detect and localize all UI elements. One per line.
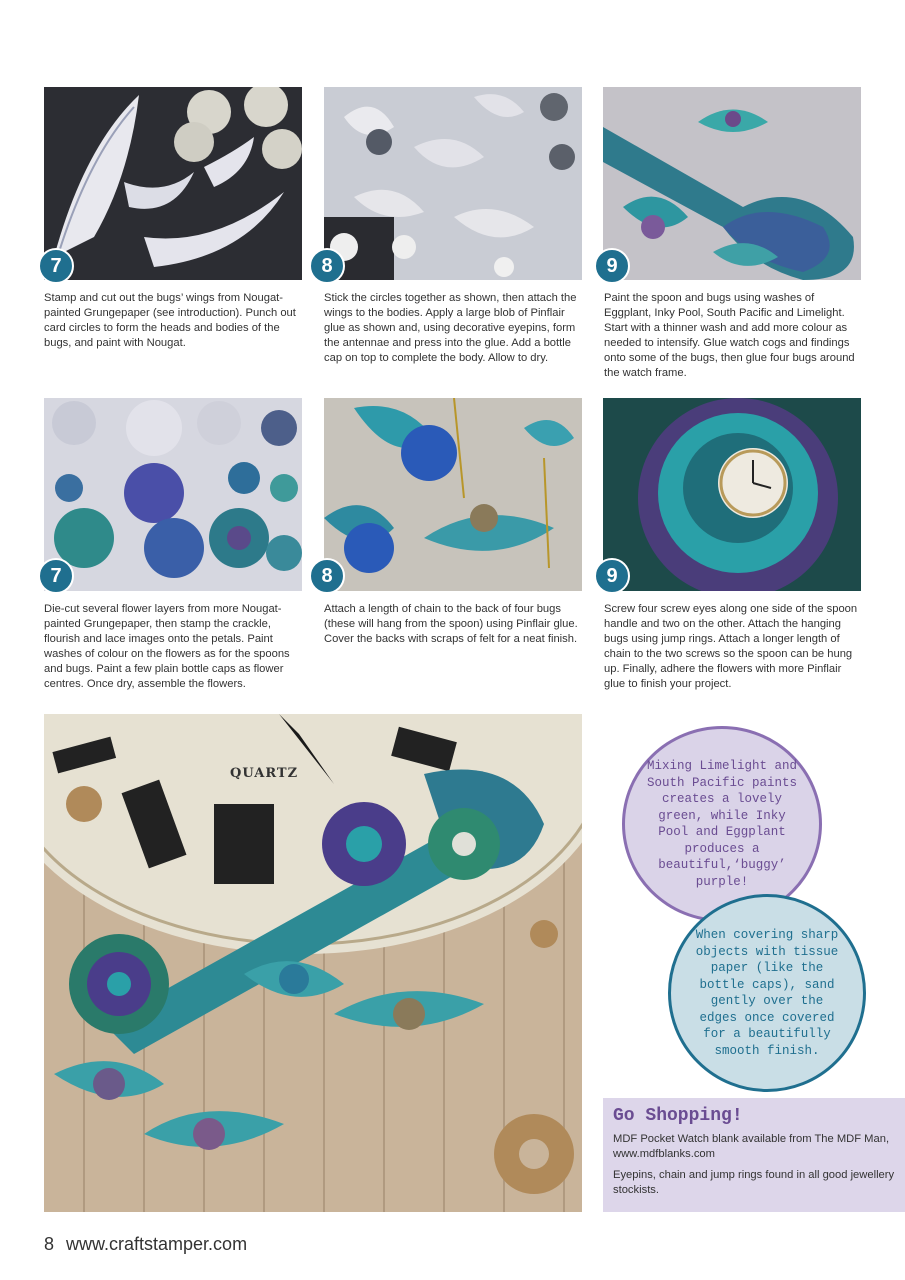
step-number-badge: 7 (38, 558, 74, 594)
finished-project-photo (44, 714, 582, 1212)
shopping-item: Eyepins, chain and jump rings found in all good jewellery stockists. (613, 1169, 895, 1196)
tip-text: Mixing Limelight and South Pacific paints creates a lovely green, while Inky Pool and Eggplant produces a beautiful,‘buggy’ purple! (646, 759, 798, 889)
tip-text: When covering sharp objects with tissue paper (like the bottle caps), sand gently over the edges once covered for a beautifully smooth finish. (695, 928, 839, 1058)
step-instructions: Stick the circles together as shown, then attach the wings to the bodies. Apply a large blob of Pinflair glue as shown and, using decorative eyepins, form the antennae and press into the glue. Add a bottle cap on top to complete the body. Allow to dry. (324, 292, 577, 364)
step-instructions: Stamp and cut out the bugs’ wings from Nougat-painted Grungepaper (see introduction). Punch out card circles to form the heads and bodies of the bugs, and paint with Nougat. (44, 292, 296, 349)
step-photo-bodies (324, 87, 582, 280)
step-photo-flower-clock (603, 398, 861, 591)
page-number: 8 (44, 1234, 55, 1254)
step-photo-chains (324, 398, 582, 591)
step-number-badge: 7 (38, 248, 74, 284)
step-number-badge: 8 (309, 558, 345, 594)
shopping-box (603, 1098, 905, 1212)
website-link[interactable]: www.craftstamper.com (66, 1234, 248, 1254)
step-photo-painted-spoon (603, 87, 861, 280)
step-instructions: Attach a length of chain to the back of four bugs (these will hang from the spoon) using Pinflair glue. Cover the backs with scraps of felt for a neat finish. (324, 603, 578, 645)
shopping-title: Go Shopping! (613, 1106, 743, 1126)
page-footer (44, 1234, 247, 1255)
step-instructions: Die-cut several flower layers from more Nougat-painted Grungepaper, then stamp the crackle, flourish and lace images onto the petals. Paint washes of colour on the flowers as for the spoons and bugs. Paint a few plain bottle caps as flower centres. Once dry, assemble the flowers. (44, 603, 290, 690)
step-instructions: Paint the spoon and bugs using washes of Eggplant, Inky Pool, South Pacific and Limelight. Start with a thinner wash and add more colour as needed to intensify. Glue watch cogs and findings onto some of the bugs, then glue four bugs around the watch frame. (604, 292, 855, 379)
step-number-badge: 8 (309, 248, 345, 284)
step-photo-flowers (44, 398, 302, 591)
clock-brand-label: QUARTZ (230, 766, 299, 781)
tip-bubble-purple (622, 726, 822, 922)
step-number-badge: 9 (594, 558, 630, 594)
tip-bubble-teal (668, 894, 866, 1092)
shopping-item: MDF Pocket Watch blank available from The MDF Man, www.mdfblanks.com (613, 1133, 890, 1160)
step-instructions: Screw four screw eyes along one side of the spoon handle and two on the other. Attach the hanging bugs using jump rings. Attach a longer length of chain to the two screws so the spoon can be hung up. Finally, adhere the flowers with more Pinflair glue to finish your project. (604, 603, 858, 690)
step-number-badge: 9 (594, 248, 630, 284)
step-photo-wings (44, 87, 302, 280)
